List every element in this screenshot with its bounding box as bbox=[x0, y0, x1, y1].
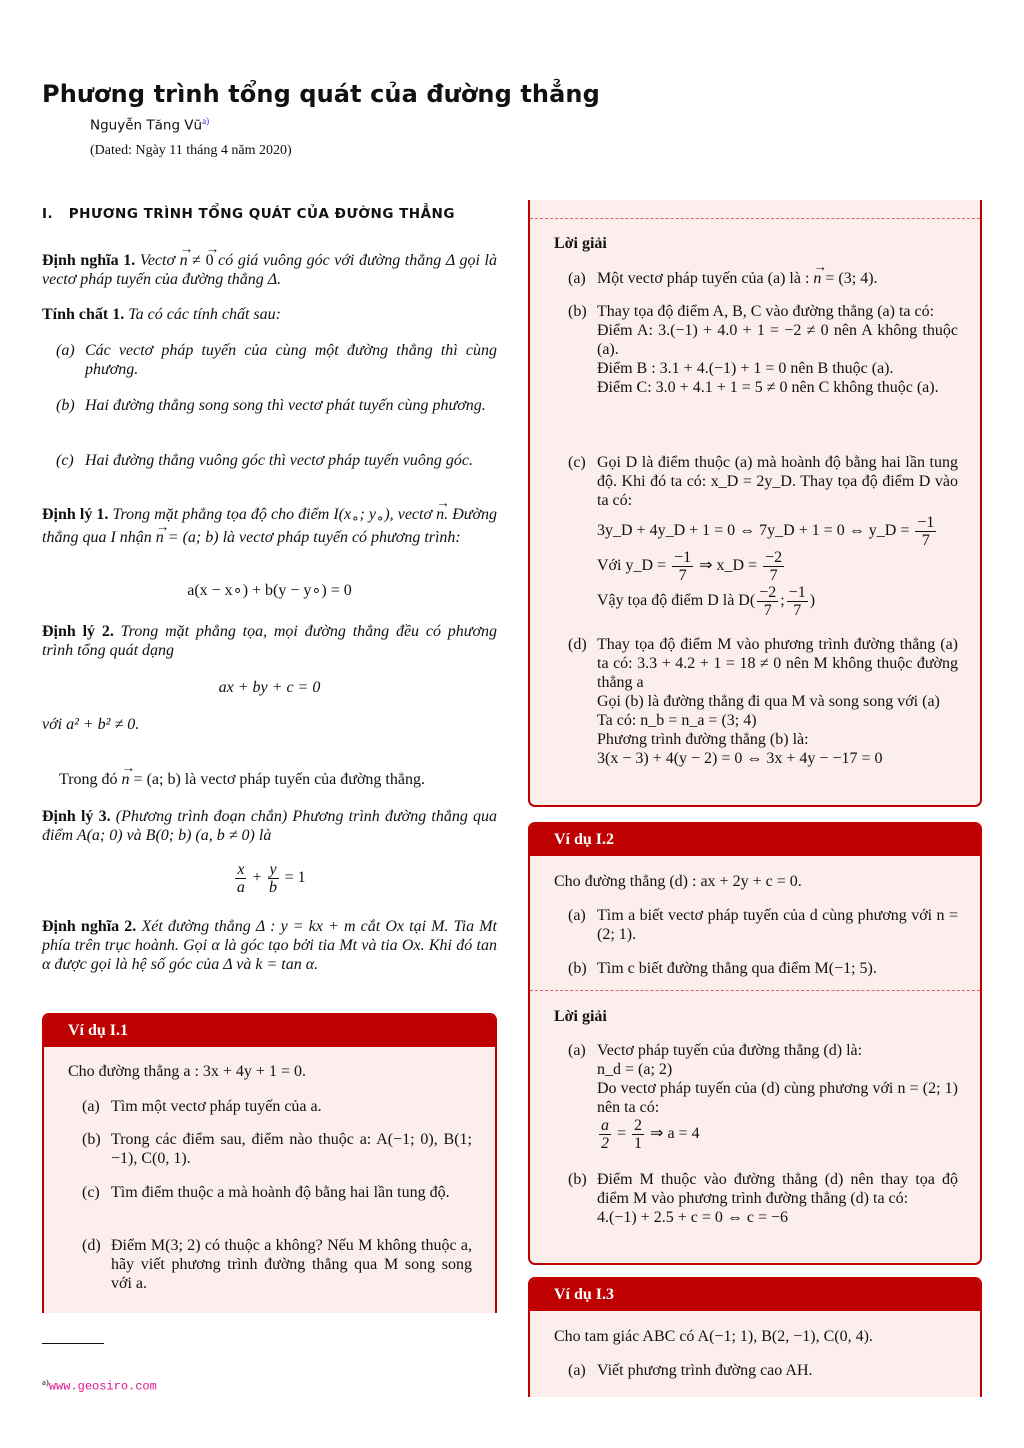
definition-1-text-a: Vectơ bbox=[139, 252, 175, 269]
example-3-title: Ví dụ I.3 bbox=[530, 1279, 980, 1311]
item-text bbox=[597, 269, 958, 288]
footnote-rule bbox=[42, 1343, 104, 1344]
theorem-2-condition: với a² + b² ≠ 0. bbox=[42, 716, 140, 733]
fraction-neg2-over-7 bbox=[757, 584, 778, 619]
item-label: (b) bbox=[82, 1131, 101, 1148]
theorem-1-equation: a(x − x∘) + b(y − y∘) = 0 bbox=[187, 582, 352, 599]
line: 3(x − 3) + 4(y − 2) = 0 ⇔ 3x + 4y − −17 = 0 bbox=[597, 750, 883, 767]
definition-1-text-b: có giá vuông góc với đường thẳng Δ gọi là vectơ pháp tuyến của đường thẳng Δ. bbox=[42, 252, 497, 288]
fraction-neg2-over-7 bbox=[763, 549, 784, 584]
item-label: (a) bbox=[568, 1042, 586, 1059]
plus-sign: + bbox=[248, 869, 266, 887]
theorem-2 bbox=[42, 622, 497, 660]
item-label: (a) bbox=[568, 907, 586, 924]
line: Điểm A: 3.(−1) + 4.0 + 1 = −2 ≠ 0 nên A không thuộc (a). bbox=[597, 322, 958, 358]
equation-line: 4.(−1) + 2.5 + c = 0 ⇔ c = −6 bbox=[597, 1209, 788, 1226]
numerator: −2 bbox=[765, 549, 783, 566]
item-text: Hai đường thẳng vuông góc thì vectơ pháp tuyến vuông góc. bbox=[85, 452, 473, 469]
item-text-part: Một vectơ pháp tuyến của (a) là : bbox=[597, 270, 810, 287]
theorem-3-text: (Phương trình đoạn chắn) Phương trình đường thẳng qua điểm A(a; 0) và B(0; b) (a, b ≠ 0) là bbox=[42, 808, 498, 844]
equation-rhs: = 1 bbox=[280, 869, 306, 887]
fraction-neg1-over-7 bbox=[915, 514, 936, 549]
fraction-2-over-1 bbox=[632, 1117, 644, 1152]
dashed-separator bbox=[530, 990, 980, 991]
line: Gọi (b) là đường thẳng đi qua M và song song với (a) bbox=[597, 693, 940, 710]
solution-2-item-b bbox=[568, 1170, 958, 1227]
item-label: (d) bbox=[568, 636, 587, 653]
item-label: (b) bbox=[568, 960, 587, 977]
fraction-a-over-2 bbox=[599, 1117, 611, 1152]
item-text: Tìm điểm thuộc a mà hoành độ bằng hai lần tung độ. bbox=[111, 1184, 450, 1201]
denominator: 1 bbox=[634, 1135, 643, 1152]
theorem-3 bbox=[42, 807, 497, 845]
example-box-1 bbox=[42, 1013, 497, 1313]
line: Gọi D là điểm thuộc (a) mà hoành độ bằng hai lần tung độ. Khi đó ta có: x_D = 2y_D. Thay tọa độ điểm D vào ta có: bbox=[597, 454, 958, 509]
denominator: 2 bbox=[601, 1135, 609, 1152]
line: Thay tọa độ điểm M vào phương trình đường thẳng (a) ta có: 3.3 + 4.2 + 1 = 18 ≠ 0 nên M không thuộc đường thẳng a bbox=[597, 636, 958, 691]
item-label: (b) bbox=[568, 303, 587, 320]
line: Vectơ pháp tuyến của đường thẳng (d) là: bbox=[597, 1042, 863, 1059]
fraction-neg1-over-7 bbox=[672, 549, 693, 584]
result: ⇒ a = 4 bbox=[650, 1125, 700, 1143]
vector-n: → n bbox=[436, 505, 444, 524]
theorem-1-text-c: ), vectơ bbox=[384, 506, 433, 523]
theorem-1-text-b: ; y bbox=[359, 506, 376, 523]
item-text: Điểm M(3; 2) có thuộc a không? Nếu M không thuộc a, hãy viết phương trình đường thẳng qua M song song với a. bbox=[111, 1237, 472, 1292]
item-label: (b) bbox=[568, 1171, 587, 1188]
item-text: Tìm c biết đường thẳng qua điểm M(−1; 5). bbox=[597, 960, 877, 977]
line: n_d = (a; 2) bbox=[597, 1061, 673, 1078]
theorem-1-text-a: Trong mặt phẳng tọa độ cho điểm I(x bbox=[112, 506, 352, 523]
item-text: Tìm một vectơ pháp tuyến của a. bbox=[111, 1098, 322, 1115]
numerator: x bbox=[237, 861, 245, 878]
theorem-3-label: Định lý 3. bbox=[42, 808, 111, 825]
example-box-3 bbox=[528, 1277, 982, 1397]
denominator: a bbox=[236, 879, 245, 896]
vector-n: → n bbox=[156, 528, 164, 547]
item-label: (a) bbox=[568, 1362, 586, 1379]
definition-2-label: Định nghĩa 2. bbox=[42, 918, 137, 935]
denominator: 7 bbox=[921, 532, 930, 549]
theorem-2-equation: ax + by + c = 0 bbox=[218, 679, 321, 696]
author-footnote-mark[interactable]: a) bbox=[202, 116, 210, 126]
item-value: = (3; 4). bbox=[821, 270, 878, 287]
solution-1-item-d bbox=[568, 635, 958, 768]
vector-zero: → 0 bbox=[206, 251, 214, 270]
item-label: (c) bbox=[568, 454, 586, 471]
solution-1-item-a bbox=[568, 269, 958, 288]
item-label: (d) bbox=[82, 1237, 101, 1254]
example-1-item-a bbox=[82, 1097, 472, 1116]
definition-2 bbox=[42, 917, 497, 974]
denominator: 7 bbox=[763, 602, 772, 619]
property-1 bbox=[42, 305, 497, 324]
neq-sign: ≠ bbox=[187, 252, 206, 269]
numerator: −1 bbox=[674, 549, 692, 566]
item-text: Viết phương trình đường cao AH. bbox=[597, 1362, 813, 1379]
equation-part: 3y_D + 4y_D + 1 = 0 ⇔ 7y_D + 1 = 0 ⇔ y_D = bbox=[597, 522, 910, 540]
separator: ; bbox=[780, 592, 785, 610]
theorem-2-label: Định lý 2. bbox=[42, 623, 114, 640]
subscript-circ: ∘ bbox=[351, 511, 360, 527]
line: Điểm C: 3.0 + 4.1 + 1 = 5 ≠ 0 nên C không thuộc (a). bbox=[597, 379, 939, 396]
item-label: (a) bbox=[82, 1098, 100, 1115]
section-heading: I. PHƯƠNG TRÌNH TỔNG QUÁT CỦA ĐƯỜNG THẲNG bbox=[42, 206, 455, 222]
solution-1-item-b bbox=[568, 302, 958, 397]
line: Phương trình đường thẳng (b) là: bbox=[597, 731, 809, 748]
example-1-item-d bbox=[82, 1236, 472, 1293]
vector-n: → n bbox=[122, 770, 130, 789]
footnote-mark: a) bbox=[42, 1377, 49, 1387]
example-1-title: Ví dụ I.1 bbox=[44, 1015, 495, 1047]
example-1-item-b bbox=[82, 1130, 472, 1168]
denominator: 7 bbox=[678, 567, 687, 584]
equation-line bbox=[597, 514, 958, 549]
item-text bbox=[597, 1170, 958, 1227]
line: Thay tọa độ điểm A, B, C vào đường thẳng (a) ta có: bbox=[597, 303, 935, 320]
item-text: Trong các điểm sau, điểm nào thuộc a: A(−1; 0), B(1; −1), C(0, 1). bbox=[111, 1131, 472, 1167]
item-text bbox=[597, 635, 958, 768]
theorem-2-text: Trong mặt phẳng tọa, mọi đường thẳng đều có phương trình tổng quát dạng bbox=[42, 623, 497, 659]
example-2-item-a bbox=[568, 906, 958, 944]
remark bbox=[42, 770, 497, 789]
example-3-item-a bbox=[568, 1361, 958, 1380]
property-item-a bbox=[56, 341, 497, 379]
definition-2-text: Xét đường thẳng Δ : y = kx + m cắt Ox tại M. Tia Mt phía trên trục hoành. Gọi α là góc tạo bởi tia Mt và tia Ox. Khi đó tan α được gọi là hệ số góc của Δ và k = tan α. bbox=[42, 918, 498, 973]
example-2-item-b bbox=[568, 959, 958, 978]
vector-n: → n bbox=[813, 269, 821, 288]
equation-part: ) bbox=[809, 592, 816, 610]
equation-part: Vậy tọa độ điểm D là D( bbox=[597, 592, 756, 610]
fraction-neg1-over-7 bbox=[787, 584, 808, 619]
example-1-intro: Cho đường thẳng a : 3x + 4y + 1 = 0. bbox=[68, 1063, 306, 1080]
solution-2-item-a bbox=[568, 1041, 958, 1152]
item-label: (a) bbox=[568, 270, 586, 287]
numerator: a bbox=[601, 1117, 609, 1134]
footnote bbox=[42, 1377, 157, 1394]
solution-1-item-c bbox=[568, 453, 958, 619]
line: Do vectơ pháp tuyến của (d) cùng phương với n = (2; 1) nên ta có: bbox=[597, 1080, 958, 1116]
numerator: y bbox=[269, 861, 277, 878]
numerator: −1 bbox=[788, 584, 806, 601]
author-name: Nguyễn Tăng Vũ bbox=[90, 117, 203, 134]
equation-part: ⇒ x_D = bbox=[699, 557, 758, 575]
dated-line: (Dated: Ngày 11 tháng 4 năm 2020) bbox=[90, 143, 292, 158]
theorem-3-equation bbox=[42, 861, 497, 896]
remark-text-b: = (a; b) là vectơ pháp tuyến của đường thẳng. bbox=[129, 771, 425, 788]
item-text: Hai đường thẳng song song thì vectơ phát tuyến cùng phương. bbox=[85, 397, 486, 414]
theorem-1-label: Định lý 1. bbox=[42, 506, 109, 523]
item-text bbox=[597, 302, 958, 397]
item-text: Các vectơ pháp tuyến của cùng một đường thẳng thì cùng phương. bbox=[85, 342, 497, 378]
line: Ta có: n_b = n_a = (3; 4) bbox=[597, 712, 757, 729]
item-label: (a) bbox=[56, 342, 75, 359]
property-1-text: Ta có các tính chất sau: bbox=[128, 306, 281, 323]
item-label: (c) bbox=[82, 1184, 100, 1201]
dashed-separator bbox=[530, 218, 980, 219]
item-text: Tìm a biết vectơ pháp tuyến của d cùng phương với n = (2; 1). bbox=[597, 907, 958, 943]
theorem-1-text-e: = (a; b) là vectơ pháp tuyến có phương trình: bbox=[163, 529, 461, 547]
property-item-b bbox=[56, 396, 497, 415]
paper-title: Phương trình tổng quát của đường thẳng bbox=[42, 80, 600, 108]
solution-1-heading: Lời giải bbox=[554, 235, 607, 252]
denominator: 7 bbox=[793, 602, 802, 619]
item-label: (b) bbox=[56, 397, 75, 414]
example-box-2 bbox=[528, 822, 982, 1265]
example-2-title: Ví dụ I.2 bbox=[530, 824, 980, 856]
definition-1 bbox=[42, 251, 497, 289]
theorem-1-text-d: . Đường thẳng qua I nhận bbox=[42, 506, 498, 547]
item-text bbox=[597, 453, 958, 619]
equation-line bbox=[597, 549, 958, 584]
equation-line: $\frac{a}{2}$ = $\frac{2}{1}$ ⇒ a = 4 bbox=[601, 1117, 700, 1152]
fraction-y-over-b bbox=[268, 861, 279, 896]
property-item-c bbox=[56, 451, 497, 470]
line: Điểm M thuộc vào đường thẳng (d) nên thay tọa độ điểm M vào phương trình đường thẳng (d) ta có: bbox=[597, 1171, 958, 1207]
definition-1-label: Định nghĩa 1. bbox=[42, 252, 136, 269]
theorem-1 bbox=[42, 505, 497, 547]
vector-n: → n bbox=[180, 251, 188, 270]
example-2-intro: Cho đường thẳng (d) : ax + 2y + c = 0. bbox=[554, 873, 802, 890]
remark-text-a: Trong đó bbox=[59, 771, 118, 788]
author-line bbox=[90, 116, 209, 134]
numerator: −1 bbox=[917, 514, 935, 531]
subscript-circ: ∘ bbox=[375, 511, 385, 527]
equation-part: Với y_D = bbox=[597, 557, 667, 575]
footnote-link[interactable]: www.geosiro.com bbox=[48, 1379, 157, 1394]
solution-box-1 bbox=[528, 200, 982, 807]
item-label: (c) bbox=[56, 452, 74, 469]
line: Điểm B : 3.1 + 4.(−1) + 1 = 0 nên B thuộc (a). bbox=[597, 360, 894, 377]
equation-line bbox=[597, 584, 958, 619]
fraction-x-over-a bbox=[235, 861, 246, 896]
property-1-label: Tính chất 1. bbox=[42, 306, 125, 323]
example-1-item-c bbox=[82, 1183, 472, 1202]
item-text bbox=[597, 1041, 958, 1152]
numerator: 2 bbox=[634, 1117, 643, 1134]
solution-2-heading: Lời giải bbox=[554, 1008, 607, 1025]
example-3-intro: Cho tam giác ABC có A(−1; 1), B(2, −1), C(0, 4). bbox=[554, 1328, 873, 1345]
denominator: b bbox=[269, 879, 278, 896]
denominator: 7 bbox=[769, 567, 778, 584]
numerator: −2 bbox=[759, 584, 777, 601]
